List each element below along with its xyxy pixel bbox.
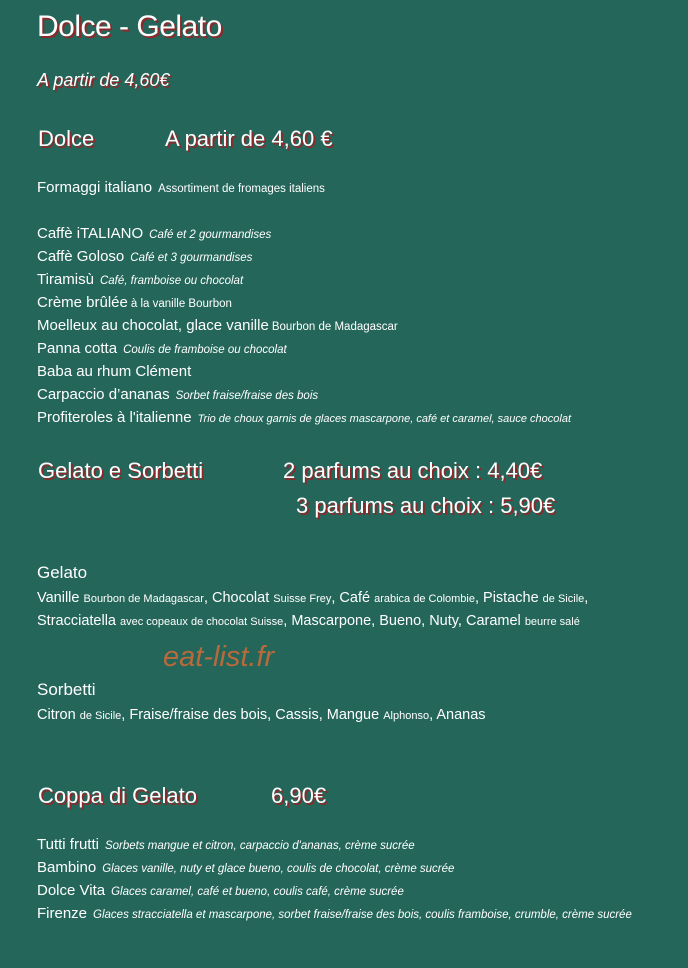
flavor: Citron (37, 707, 76, 723)
from-price: A partir de 4,60€ (37, 70, 170, 90)
flavor-origin: de Sicile (542, 593, 585, 605)
item-name: Carpaccio d’ananas (37, 386, 170, 403)
flavor: Stracciatella (37, 613, 116, 629)
sorbetti-list (37, 704, 677, 727)
gelato-line (37, 587, 677, 610)
dolce-price: A partir de 4,60 € (165, 126, 333, 151)
item-name: Panna cotta (37, 340, 118, 357)
gelato-subheading: Gelato (37, 563, 88, 582)
menu-item (37, 317, 398, 334)
item-name: Tutti frutti (37, 836, 99, 853)
menu-item (37, 903, 667, 926)
flavor: , Pistache (474, 590, 539, 606)
flavor-origin: Alphonso (383, 710, 430, 722)
item-name: Caffè Goloso (37, 248, 125, 265)
page-title: Dolce - Gelato (37, 10, 222, 43)
menu-item (37, 248, 252, 265)
gelato-list (37, 587, 677, 633)
item-desc: Glaces stracciatella et mascarpone, sorbet fraise/fraise des bois, coulis framboise, crumble, crème sucrée (93, 909, 632, 921)
menu-item (37, 859, 454, 876)
flavor: Vanille (37, 590, 80, 606)
menu-item (37, 271, 243, 288)
item-desc: Glaces vanille, nuty et glace bueno, coulis de chocolat, crème sucrée (102, 863, 455, 875)
menu-item (37, 179, 325, 196)
flavor-origin: Suisse Frey (273, 593, 332, 605)
item-desc: Sorbet fraise/fraise des bois (175, 390, 319, 402)
flavor: , Chocolat (203, 590, 270, 606)
item-desc: Glaces caramel, café et bueno, coulis café, crème sucrée (111, 886, 404, 898)
item-desc: Coulis de framboise ou chocolat (123, 344, 287, 356)
item-name: Crème brûlée (37, 294, 128, 311)
flavor: , Fraise/fraise des bois, Cassis, Mangue (121, 707, 380, 723)
item-name: Firenze (37, 905, 88, 922)
watermark: eat-list.fr (163, 641, 275, 673)
flavor-origin: arabica de Colombie (374, 593, 475, 605)
item-name: Tiramisù (37, 271, 94, 288)
menu-item (37, 409, 571, 426)
item-name: Moelleux au chocolat, glace vanille (37, 317, 269, 334)
item-desc: Assortiment de fromages italiens (158, 183, 325, 195)
item-name: Baba au rhum Clément (37, 363, 192, 380)
price-3-flavors: 3 parfums au choix : 5,90€ (296, 493, 556, 518)
item-desc: Bourbon de Madagascar (271, 321, 398, 333)
flavor: , Café (331, 590, 371, 606)
dolce-heading: Dolce (38, 126, 95, 151)
flavor: , (584, 590, 589, 606)
menu-item (37, 836, 415, 853)
flavor-origin: avec copeaux de chocolat Suisse (120, 616, 284, 628)
item-name: Formaggi italiano (37, 179, 153, 196)
flavor: , Mascarpone, Bueno, Nuty, Caramel (283, 613, 521, 629)
menu-item (37, 225, 271, 242)
flavor-origin: Bourbon de Madagascar (83, 593, 204, 605)
item-name: Caffè iTALIANO (37, 225, 144, 242)
gelato-sorbetti-heading: Gelato e Sorbetti (38, 458, 204, 483)
item-name: Profiteroles à l'italienne (37, 409, 192, 426)
coppa-price: 6,90€ (271, 783, 327, 808)
flavor: , Ananas (429, 707, 486, 723)
item-name: Dolce Vita (37, 882, 106, 899)
sorbetti-subheading: Sorbetti (37, 680, 96, 699)
flavor-origin: de Sicile (79, 710, 122, 722)
menu-item (37, 363, 191, 380)
menu-item (37, 340, 287, 357)
item-desc: Trio de choux garnis de glaces mascarpone, café et caramel, sauce chocolat (197, 413, 572, 425)
item-desc: à la vanille Bourbon (130, 298, 232, 310)
item-desc: Café, framboise ou chocolat (99, 275, 244, 287)
flavor-origin: beurre salé (524, 616, 580, 628)
item-desc: Sorbets mangue et citron, carpaccio d'ananas, crème sucrée (104, 840, 415, 852)
menu-item (37, 882, 404, 899)
item-desc: Café et 2 gourmandises (149, 229, 272, 241)
menu-item (37, 386, 318, 403)
coppa-heading: Coppa di Gelato (38, 783, 197, 808)
item-name: Bambino (37, 859, 97, 876)
menu-item (37, 294, 232, 311)
gelato-line (37, 610, 677, 633)
item-desc: Café et 3 gourmandises (130, 252, 253, 264)
price-2-flavors: 2 parfums au choix : 4,40€ (283, 458, 543, 483)
